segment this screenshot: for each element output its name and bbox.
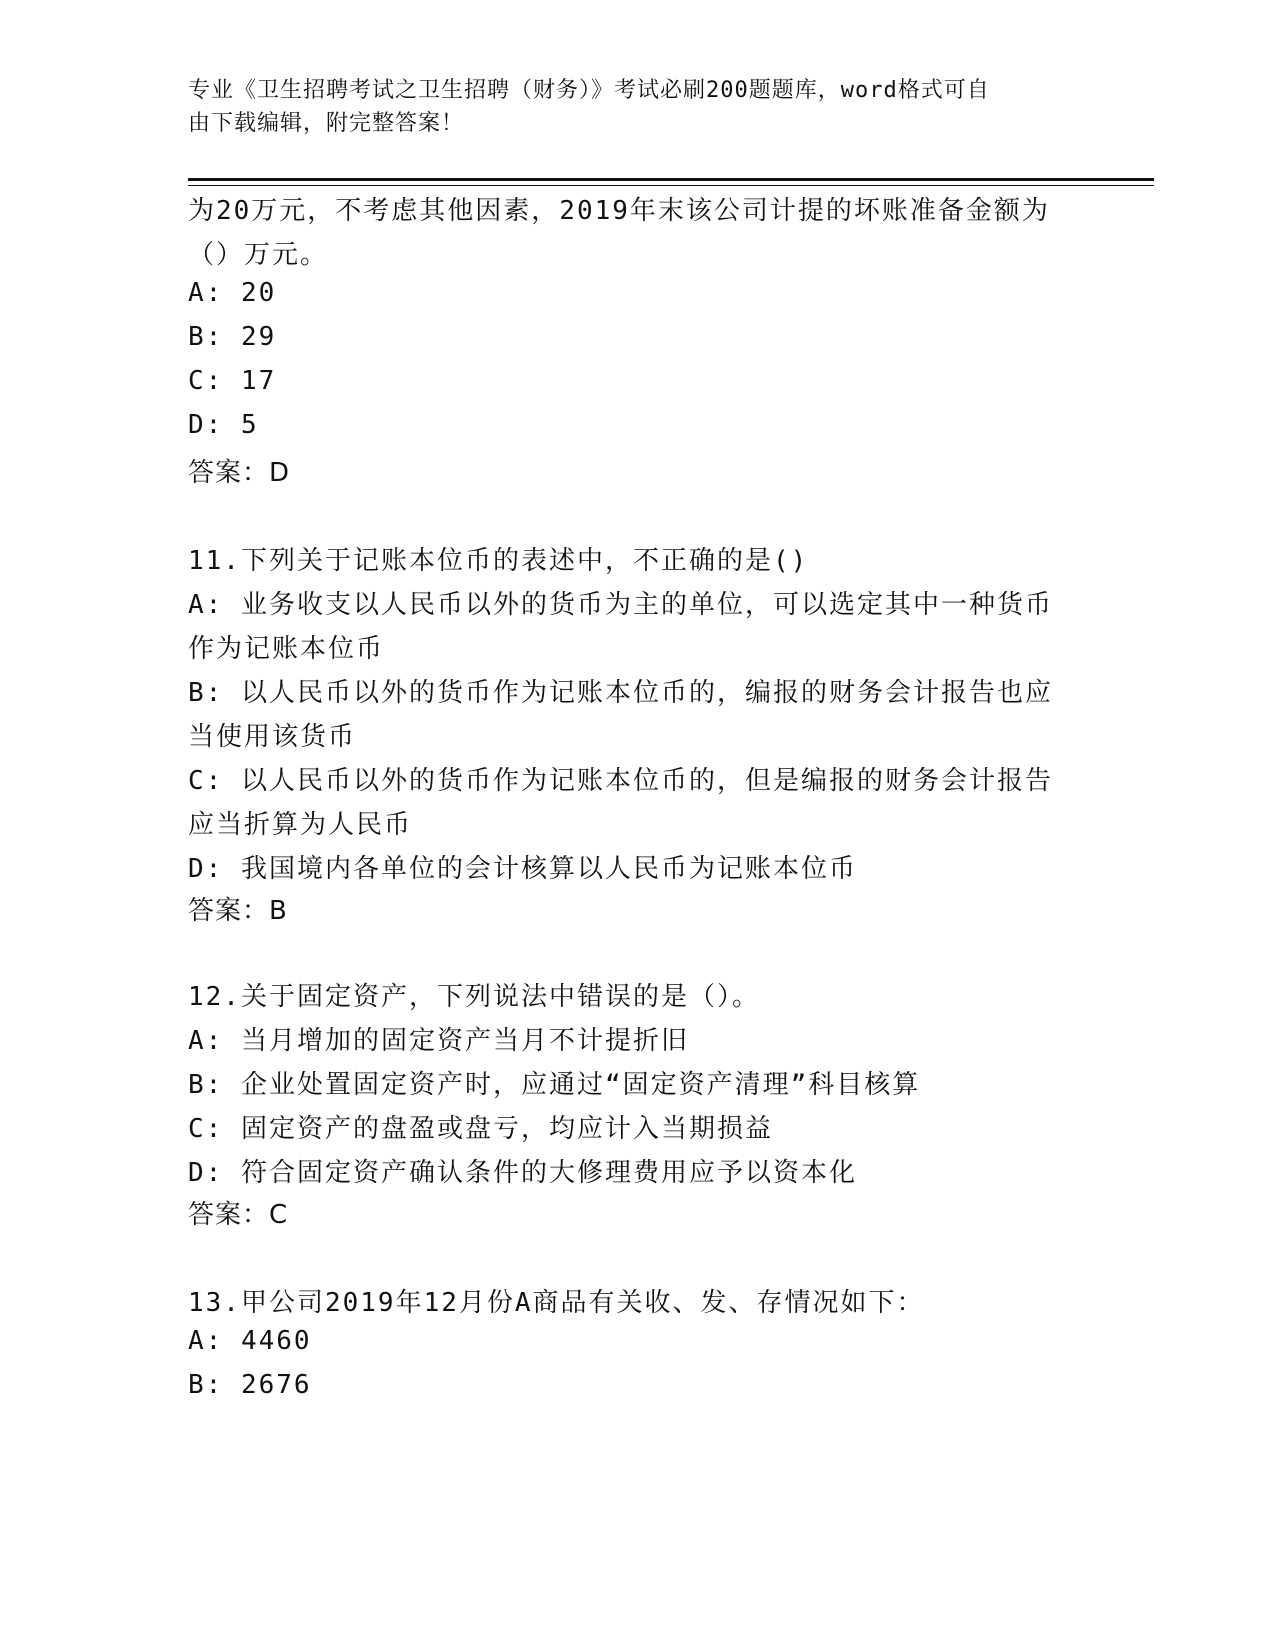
q10-option-c: C: 17 <box>188 366 277 396</box>
q11-option-a-line-1: A: 业务收支以人民币以外的货币为主的单位，可以选定其中一种货币 <box>188 590 1053 620</box>
q12-answer: 答案：C <box>188 1200 289 1230</box>
header-line-1: 专业《卫生招聘考试之卫生招聘（财务）》考试必刷200题题库，word格式可自 <box>188 78 990 103</box>
q10-option-b: B: 29 <box>188 322 277 352</box>
q10-option-d: D: 5 <box>188 410 259 440</box>
q11-answer: 答案：B <box>188 896 288 926</box>
q10-stem-line-2: （）万元。 <box>188 240 329 270</box>
q13-stem: 13.甲公司2019年12月份A商品有关收、发、存情况如下： <box>188 1288 925 1318</box>
q11-option-c-line-2: 应当折算为人民币 <box>188 810 413 840</box>
q11-option-c-line-1: C: 以人民币以外的货币作为记账本位币的，但是编报的财务会计报告 <box>188 766 1053 796</box>
q13-option-b: B: 2676 <box>188 1370 312 1400</box>
q13-option-a: A: 4460 <box>188 1326 312 1356</box>
q11-option-b-line-2: 当使用该货币 <box>188 722 357 752</box>
document-header <box>188 74 1088 140</box>
q10-stem-line-1: 为20万元，不考虑其他因素，2019年末该公司计提的坏账准备金额为 <box>188 196 1050 226</box>
header-rule-thin <box>188 185 1154 186</box>
q12-option-d: D: 符合固定资产确认条件的大修理费用应予以资本化 <box>188 1158 857 1188</box>
q12-option-c: C: 固定资产的盘盈或盘亏，均应计入当期损益 <box>188 1114 773 1144</box>
header-rule-thick <box>188 178 1154 181</box>
q11-option-d: D: 我国境内各单位的会计核算以人民币为记账本位币 <box>188 854 857 884</box>
q11-option-a-line-2: 作为记账本位币 <box>188 634 385 664</box>
q10-option-a: A: 20 <box>188 278 277 308</box>
q12-option-a: A: 当月增加的固定资产当月不计提折旧 <box>188 1026 689 1056</box>
q12-option-b: B: 企业处置固定资产时，应通过“固定资产清理”科目核算 <box>188 1070 921 1100</box>
header-line-2: 由下载编辑，附完整答案！ <box>188 111 465 136</box>
q12-stem: 12.关于固定资产，下列说法中错误的是（）。 <box>188 982 760 1012</box>
q11-option-b-line-1: B: 以人民币以外的货币作为记账本位币的，编报的财务会计报告也应 <box>188 678 1053 708</box>
q11-stem: 11.下列关于记账本位币的表述中，不正确的是() <box>188 546 809 576</box>
q10-answer: 答案：D <box>188 458 291 488</box>
